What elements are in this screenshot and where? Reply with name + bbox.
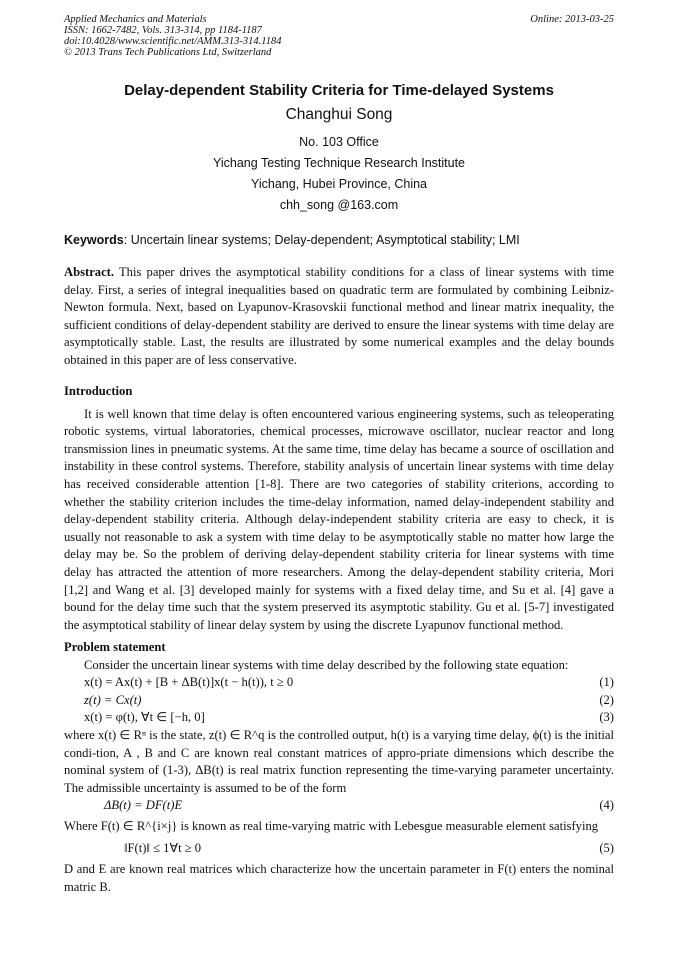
keywords-text: : Uncertain linear systems; Delay-dependent; Asymptotical stability; LMI: [123, 233, 520, 247]
problem-intro: Consider the uncertain linear systems with time delay described by the following state equation:: [84, 657, 569, 672]
equation-1: [64, 674, 614, 692]
section-heading: Problem statement: [64, 640, 166, 654]
introduction-text: It is well known that time delay is often encountered various engineering systems, such as teleoperating robotic systems, virtual laboratories, chemical processes, microwave oscillator, nuclear reactor and long transmission lines in pneumatic systems. At the same time, time delay has became a source of oscillation and instability in these control systems. Therefore, stability analysis of uncertain linear systems with time delay has received considerable attention [1-8]. There are two categories of stability criterions, according to whether the stability criterion includes the time-delay information, named delay-independent stability and delay-dependent stability criteria. Although delay-independent stability criteria are easy to check, it is usually not reasonable to ask a system with time delay to be asymptotically stable no matter how large the delay may be. So the problem of deriving delay-dependent stability criteria for linear systems with time delay has attracted the attention of more researchers. Among the delay-dependent stability criteria, Mori [1,2] and Wang et al. [3] developed mainly for systems with a fixed delay time, and Su et al. [4] gave a bound for the delay time such that the system preserved its asymptotic stability. Gu et al. [5-7] investigated the asymptotical stability of linear delay system by using the discrete Lyapunov functional method.: [64, 406, 614, 632]
equation-5: [64, 840, 614, 858]
keywords: [64, 233, 520, 247]
problem-text: D and E are known real matrices which characterize how the uncertain parameter in F(t) enters the nominal matric B.: [64, 862, 614, 894]
equation-4: [64, 797, 614, 815]
equation-expr: z(t) = Cx(t): [84, 692, 142, 707]
abstract: [64, 264, 614, 370]
equation-2: [64, 692, 614, 710]
header-line: doi:10.4028/www.scientific.net/AMM.313-314.1184: [64, 36, 282, 47]
header-line: © 2013 Trans Tech Publications Ltd, Switzerland: [64, 47, 272, 58]
journal-header: [64, 14, 281, 58]
affiliation-line: Yichang Testing Technique Research Institute: [212, 156, 465, 170]
affiliation-line: Yichang, Hubei Province, China: [250, 177, 428, 191]
equation-expr: ‖F(t)‖ ≤ 1∀t ≥ 0: [124, 840, 202, 855]
equation-number: (1): [599, 675, 614, 690]
affiliation: [0, 132, 678, 216]
header-line: ISSN: 1662-7482, Vols. 313-314, pp 1184-1187: [64, 25, 262, 36]
equation-expr: x(t) = φ(t), ∀t ∈ [−h, 0]: [84, 710, 205, 725]
problem-section: [64, 639, 614, 896]
section-heading: Introduction: [64, 384, 133, 398]
equation-number: (4): [599, 798, 614, 813]
problem-text: where x(t) ∈ Rⁿ is the state, z(t) ∈ R^q is the controlled output, h(t) is a varying time delay, ϕ(t) is the initial condi-tion, A , B and C are known real constant matrices of appro-priate dimensions which describe the nominal system of (1-3), ΔB(t) is real matrix function representing the time-varying parameter uncertainty. The admissible uncertainty is assumed to be of the form: [64, 727, 614, 795]
abstract-text: This paper drives the asymptotical stability conditions for a class of linear systems with time delay. First, a series of integral inequalities based on quadratic term are formulated by combining Leibniz-Newton formula. Next, based on Lyapunov-Krasovskii functional method and linear matrix inequality, the sufficient conditions of delay-dependent stability are derived to ensure the linear systems with time delay are asymptotically stable. Last, the results are illustrated by some numerical examples and the delay bounds obtained in this paper are of less conservative.: [64, 265, 614, 367]
problem-text: Where F(t) ∈ R^{i×j} is known as real time-varying matric with Lebesgue measurable element satisfying: [64, 818, 599, 833]
author: Changhui Song: [285, 106, 393, 123]
equation-number: (3): [599, 710, 614, 725]
affiliation-line: No. 103 Office: [299, 135, 379, 149]
equation-3: [64, 709, 614, 727]
equation-expr: ΔB(t) = DF(t)E: [104, 798, 183, 813]
equation-expr: x(t) = Ax(t) + [B + ΔB(t)]x(t − h(t)), t ≥ 0: [84, 675, 294, 690]
online-date: Online: 2013-03-25: [530, 14, 614, 25]
equation-number: (2): [599, 692, 614, 707]
keywords-label: Keywords: [64, 233, 124, 247]
author-email: chh_song @163.com: [279, 198, 399, 212]
equation-number: (5): [599, 840, 614, 855]
header-line: Applied Mechanics and Materials: [64, 14, 207, 25]
abstract-label: Abstract.: [64, 265, 115, 279]
introduction-section: [64, 383, 614, 634]
paper-title: Delay-dependent Stability Criteria for Time-delayed Systems: [124, 82, 554, 99]
